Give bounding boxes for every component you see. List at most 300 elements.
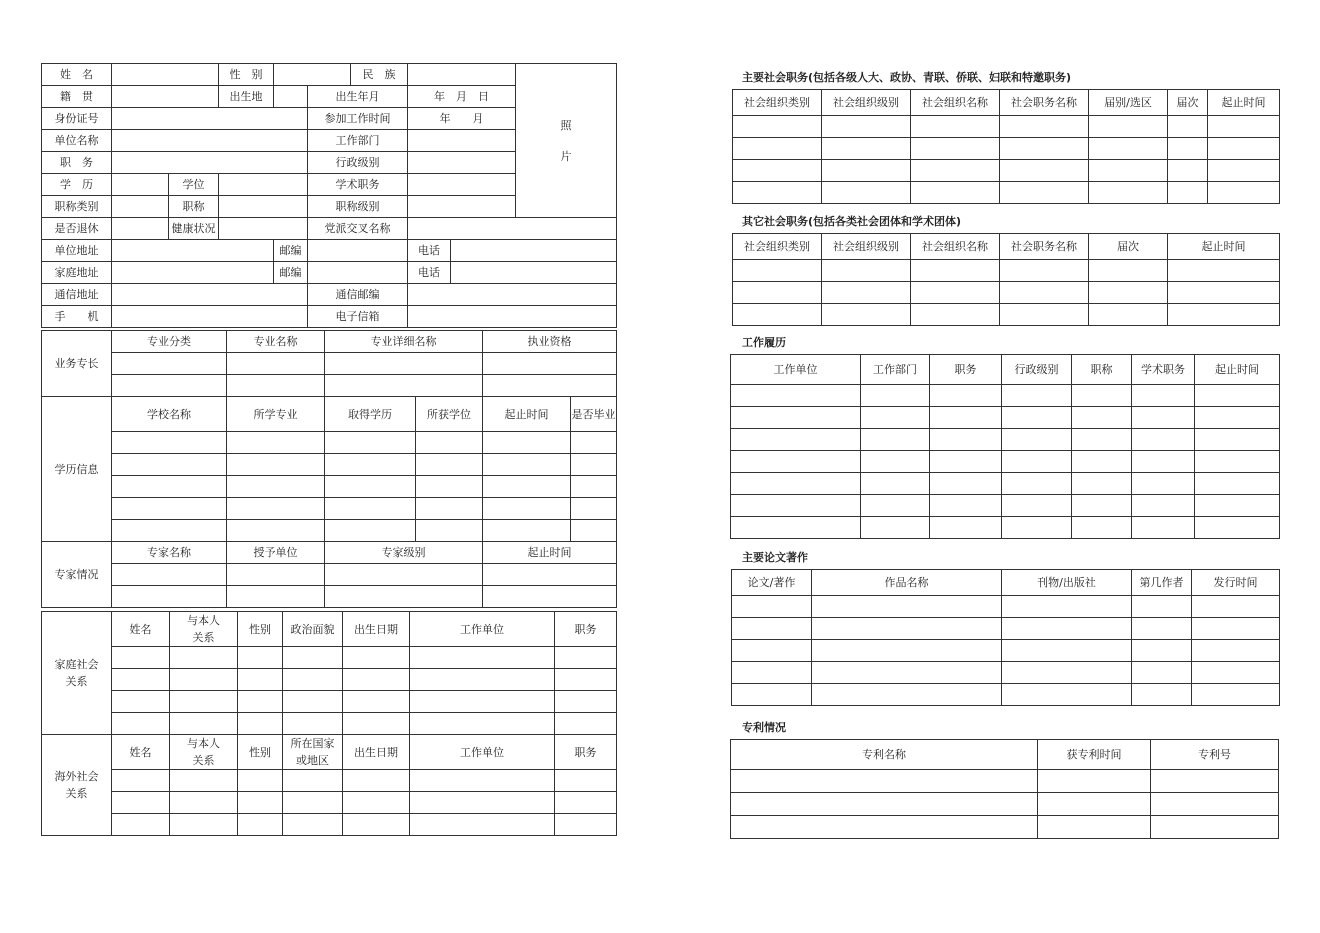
- cell[interactable]: [1132, 517, 1195, 539]
- native-place-field[interactable]: [112, 86, 219, 108]
- cell[interactable]: [555, 691, 617, 713]
- cell[interactable]: [731, 385, 861, 407]
- cell[interactable]: [1072, 451, 1132, 473]
- cell[interactable]: [325, 520, 416, 542]
- label-mobile: 手 机: [42, 306, 112, 328]
- cell[interactable]: [1208, 160, 1280, 182]
- cell[interactable]: [732, 662, 812, 684]
- papers-row: [732, 596, 1280, 618]
- cell[interactable]: [812, 684, 1002, 706]
- overseas-header: 所在国家或地区: [283, 735, 343, 770]
- cell[interactable]: [410, 647, 555, 669]
- cell[interactable]: [1002, 451, 1072, 473]
- admin-level-field[interactable]: [408, 152, 516, 174]
- cell[interactable]: [1132, 495, 1195, 517]
- cell[interactable]: [911, 260, 1000, 282]
- basic-info-table: [41, 63, 617, 328]
- cell[interactable]: [483, 375, 617, 397]
- cell[interactable]: [410, 792, 555, 814]
- edu-row: [42, 432, 617, 454]
- cell[interactable]: [1151, 793, 1279, 816]
- cell[interactable]: [283, 713, 343, 735]
- cell[interactable]: [325, 476, 416, 498]
- cell[interactable]: [483, 564, 617, 586]
- cell[interactable]: [238, 814, 283, 836]
- cell[interactable]: [1002, 618, 1132, 640]
- cell[interactable]: [325, 375, 483, 397]
- cell[interactable]: [227, 520, 325, 542]
- cell[interactable]: [238, 669, 283, 691]
- other-social-header: 起止时间: [1168, 234, 1280, 260]
- gender-field[interactable]: [274, 64, 351, 86]
- cell[interactable]: [731, 517, 861, 539]
- cell[interactable]: [733, 160, 822, 182]
- cell[interactable]: [1002, 407, 1072, 429]
- cell[interactable]: [170, 669, 238, 691]
- cell[interactable]: [812, 640, 1002, 662]
- cell[interactable]: [112, 814, 170, 836]
- overseas-row: [42, 792, 617, 814]
- id-no-field[interactable]: [112, 108, 308, 130]
- cell[interactable]: [112, 792, 170, 814]
- cell[interactable]: [733, 282, 822, 304]
- cell[interactable]: [812, 596, 1002, 618]
- label-birth-date: 出生年月: [308, 86, 408, 108]
- other-social-header: 社会职务名称: [1000, 234, 1089, 260]
- cell[interactable]: [283, 770, 343, 792]
- cell[interactable]: [238, 792, 283, 814]
- cell[interactable]: [112, 454, 227, 476]
- cell[interactable]: [283, 647, 343, 669]
- department-field[interactable]: [408, 130, 516, 152]
- cell[interactable]: [238, 713, 283, 735]
- cell[interactable]: [732, 596, 812, 618]
- cell[interactable]: [1002, 495, 1072, 517]
- cell[interactable]: [1195, 451, 1280, 473]
- cell[interactable]: [343, 647, 410, 669]
- cell[interactable]: [1132, 473, 1195, 495]
- education-field[interactable]: [112, 174, 169, 196]
- home-zip-field[interactable]: [308, 262, 408, 284]
- cell[interactable]: [812, 618, 1002, 640]
- papers-row: [732, 640, 1280, 662]
- cell[interactable]: [227, 476, 325, 498]
- cell[interactable]: [733, 182, 822, 204]
- cell[interactable]: [733, 138, 822, 160]
- cell[interactable]: [861, 473, 930, 495]
- cell[interactable]: [112, 647, 170, 669]
- cell[interactable]: [325, 454, 416, 476]
- cell[interactable]: [170, 792, 238, 814]
- cell[interactable]: [416, 432, 483, 454]
- cell[interactable]: [555, 713, 617, 735]
- cell[interactable]: [1208, 116, 1280, 138]
- cell[interactable]: [1168, 182, 1208, 204]
- cell[interactable]: [283, 814, 343, 836]
- cell[interactable]: [861, 385, 930, 407]
- cell[interactable]: [1002, 385, 1072, 407]
- cell[interactable]: [1089, 116, 1168, 138]
- cell[interactable]: [227, 375, 325, 397]
- cell[interactable]: [911, 282, 1000, 304]
- papers-header: 第几作者: [1132, 570, 1192, 596]
- cell[interactable]: [1192, 618, 1280, 640]
- cell[interactable]: [227, 498, 325, 520]
- cell[interactable]: [731, 770, 1038, 793]
- cell[interactable]: [571, 476, 617, 498]
- cell[interactable]: [1132, 385, 1195, 407]
- cell[interactable]: [1151, 816, 1279, 839]
- cell[interactable]: [861, 451, 930, 473]
- cell[interactable]: [238, 691, 283, 713]
- cell[interactable]: [1132, 407, 1195, 429]
- expert-row: [42, 586, 617, 608]
- overseas-header: 与本人关系: [170, 735, 238, 770]
- expert-header: 专家名称: [112, 542, 227, 564]
- cell[interactable]: [861, 495, 930, 517]
- unit-address-field[interactable]: [112, 240, 274, 262]
- cell[interactable]: [1072, 495, 1132, 517]
- cell[interactable]: [822, 138, 911, 160]
- cell[interactable]: [911, 304, 1000, 326]
- health-field[interactable]: [219, 218, 308, 240]
- cell[interactable]: [732, 684, 812, 706]
- cell[interactable]: [555, 669, 617, 691]
- cell[interactable]: [1168, 282, 1280, 304]
- cell[interactable]: [1089, 160, 1168, 182]
- cell[interactable]: [1195, 429, 1280, 451]
- cell[interactable]: [112, 713, 170, 735]
- cell[interactable]: [822, 260, 911, 282]
- cell[interactable]: [112, 770, 170, 792]
- title-field[interactable]: [219, 196, 308, 218]
- label-name: 姓 名: [42, 64, 112, 86]
- cell[interactable]: [1038, 793, 1151, 816]
- cell[interactable]: [571, 520, 617, 542]
- cell[interactable]: [732, 618, 812, 640]
- cell[interactable]: [733, 260, 822, 282]
- cell[interactable]: [483, 454, 571, 476]
- cell[interactable]: [812, 662, 1002, 684]
- cell[interactable]: [112, 476, 227, 498]
- cell[interactable]: [325, 586, 483, 608]
- cell[interactable]: [325, 498, 416, 520]
- label-retired: 是否退休: [42, 218, 112, 240]
- cell[interactable]: [1089, 304, 1168, 326]
- cell[interactable]: [1192, 662, 1280, 684]
- main-social-table: [732, 89, 1280, 204]
- cell[interactable]: [1002, 662, 1132, 684]
- cell[interactable]: [343, 814, 410, 836]
- cell[interactable]: [1195, 517, 1280, 539]
- cell[interactable]: [571, 498, 617, 520]
- cell[interactable]: [410, 669, 555, 691]
- cell[interactable]: [483, 432, 571, 454]
- cell[interactable]: [861, 407, 930, 429]
- cell[interactable]: [1072, 429, 1132, 451]
- cell[interactable]: [1132, 596, 1192, 618]
- birth-date-field[interactable]: 年 月 日: [408, 86, 516, 108]
- cell[interactable]: [555, 814, 617, 836]
- cell[interactable]: [1168, 304, 1280, 326]
- cell[interactable]: [930, 473, 1002, 495]
- cell[interactable]: [911, 182, 1000, 204]
- overseas-header: 性别: [238, 735, 283, 770]
- cell[interactable]: [1002, 596, 1132, 618]
- cell[interactable]: [483, 586, 617, 608]
- label-mail-zip: 通信邮编: [308, 284, 408, 306]
- cell[interactable]: [410, 713, 555, 735]
- work-start-field[interactable]: 年 月: [408, 108, 516, 130]
- unit-name-field[interactable]: [112, 130, 308, 152]
- cell[interactable]: [1192, 596, 1280, 618]
- cell[interactable]: [343, 713, 410, 735]
- cell[interactable]: [1192, 684, 1280, 706]
- cell[interactable]: [555, 647, 617, 669]
- cell[interactable]: [555, 792, 617, 814]
- cell[interactable]: [731, 816, 1038, 839]
- cell[interactable]: [930, 451, 1002, 473]
- patents-table: [730, 739, 1279, 839]
- cell[interactable]: [1208, 182, 1280, 204]
- cell[interactable]: [343, 691, 410, 713]
- work-header: 工作部门: [861, 355, 930, 385]
- degree-field[interactable]: [219, 174, 308, 196]
- cell[interactable]: [571, 432, 617, 454]
- edu-label: 学历信息: [42, 397, 112, 542]
- cell[interactable]: [1192, 640, 1280, 662]
- cell[interactable]: [1000, 282, 1089, 304]
- cell[interactable]: [1132, 451, 1195, 473]
- cell[interactable]: [416, 498, 483, 520]
- cell[interactable]: [731, 429, 861, 451]
- cell[interactable]: [822, 304, 911, 326]
- cell[interactable]: [238, 647, 283, 669]
- specialty-header: 专业名称: [227, 331, 325, 353]
- cell[interactable]: [1072, 385, 1132, 407]
- family-row: [42, 669, 617, 691]
- cell[interactable]: [1000, 260, 1089, 282]
- cell[interactable]: [1000, 182, 1089, 204]
- cell[interactable]: [112, 498, 227, 520]
- cell[interactable]: [731, 407, 861, 429]
- cell[interactable]: [1000, 160, 1089, 182]
- cell[interactable]: [1002, 684, 1132, 706]
- label-party: 党派交叉名称: [308, 218, 408, 240]
- name-field[interactable]: [112, 64, 219, 86]
- cell[interactable]: [170, 713, 238, 735]
- cell[interactable]: [930, 517, 1002, 539]
- cell[interactable]: [1168, 260, 1280, 282]
- cell[interactable]: [911, 138, 1000, 160]
- email-field[interactable]: [408, 306, 617, 328]
- cell[interactable]: [283, 691, 343, 713]
- birthplace-field[interactable]: [274, 86, 308, 108]
- cell[interactable]: [227, 586, 325, 608]
- work-header: 起止时间: [1195, 355, 1280, 385]
- cell[interactable]: [170, 814, 238, 836]
- cell[interactable]: [733, 116, 822, 138]
- expert-label: 专家情况: [42, 542, 112, 608]
- cell[interactable]: [1000, 304, 1089, 326]
- family-header: 与本人关系: [170, 612, 238, 647]
- cell[interactable]: [1195, 495, 1280, 517]
- cell[interactable]: [1002, 473, 1072, 495]
- mail-zip-field[interactable]: [408, 284, 617, 306]
- cell[interactable]: [1208, 138, 1280, 160]
- cell[interactable]: [227, 432, 325, 454]
- cell[interactable]: [1151, 770, 1279, 793]
- cell[interactable]: [238, 770, 283, 792]
- cell[interactable]: [1038, 770, 1151, 793]
- academic-post-field[interactable]: [408, 174, 516, 196]
- cell[interactable]: [930, 385, 1002, 407]
- edu-row: [42, 454, 617, 476]
- cell[interactable]: [930, 495, 1002, 517]
- cell[interactable]: [1168, 160, 1208, 182]
- cell[interactable]: [822, 282, 911, 304]
- papers-row: [732, 618, 1280, 640]
- cell[interactable]: [170, 770, 238, 792]
- cell[interactable]: [1002, 429, 1072, 451]
- cell[interactable]: [1038, 816, 1151, 839]
- cell[interactable]: [227, 454, 325, 476]
- cell[interactable]: [861, 517, 930, 539]
- cell[interactable]: [343, 669, 410, 691]
- title-category-field[interactable]: [112, 196, 169, 218]
- cell[interactable]: [343, 770, 410, 792]
- photo-box[interactable]: [516, 64, 617, 218]
- specialty-row: [42, 353, 617, 375]
- cell[interactable]: [1089, 138, 1168, 160]
- cell[interactable]: [555, 770, 617, 792]
- cell[interactable]: [1072, 473, 1132, 495]
- cell[interactable]: [1089, 260, 1168, 282]
- cell[interactable]: [416, 520, 483, 542]
- position-field[interactable]: [112, 152, 308, 174]
- cell[interactable]: [861, 429, 930, 451]
- cell[interactable]: [731, 473, 861, 495]
- edu-header: 学校名称: [112, 397, 227, 432]
- cell[interactable]: [325, 564, 483, 586]
- cell[interactable]: [1002, 517, 1072, 539]
- patents-header: 专利号: [1151, 740, 1279, 770]
- cell[interactable]: [410, 814, 555, 836]
- specialty-row: [42, 375, 617, 397]
- cell[interactable]: [1002, 640, 1132, 662]
- cell[interactable]: [325, 353, 483, 375]
- other-social-header: 届次: [1089, 234, 1168, 260]
- cell[interactable]: [483, 520, 571, 542]
- cell[interactable]: [416, 476, 483, 498]
- cell[interactable]: [733, 304, 822, 326]
- cell[interactable]: [1195, 385, 1280, 407]
- cell[interactable]: [731, 451, 861, 473]
- cell[interactable]: [416, 454, 483, 476]
- cell[interactable]: [112, 586, 227, 608]
- work-header: 职务: [930, 355, 1002, 385]
- cell[interactable]: [822, 160, 911, 182]
- cell[interactable]: [1195, 407, 1280, 429]
- party-field[interactable]: [408, 218, 617, 240]
- cell[interactable]: [1072, 517, 1132, 539]
- cell[interactable]: [1168, 138, 1208, 160]
- cell[interactable]: [1072, 407, 1132, 429]
- cell[interactable]: [930, 429, 1002, 451]
- cell[interactable]: [112, 669, 170, 691]
- cell[interactable]: [483, 476, 571, 498]
- cell[interactable]: [1132, 640, 1192, 662]
- photo-label-bottom: 片: [560, 149, 572, 163]
- cell[interactable]: [930, 407, 1002, 429]
- cell[interactable]: [483, 353, 617, 375]
- main-social-header: 届次: [1168, 90, 1208, 116]
- cell[interactable]: [112, 520, 227, 542]
- work-row: [731, 451, 1280, 473]
- cell[interactable]: [112, 691, 170, 713]
- cell[interactable]: [283, 669, 343, 691]
- cell[interactable]: [1000, 116, 1089, 138]
- cell[interactable]: [112, 375, 227, 397]
- home-address-field[interactable]: [112, 262, 274, 284]
- cell[interactable]: [227, 564, 325, 586]
- cell[interactable]: [911, 160, 1000, 182]
- cell[interactable]: [1132, 429, 1195, 451]
- cell[interactable]: [732, 640, 812, 662]
- cell[interactable]: [731, 495, 861, 517]
- cell[interactable]: [822, 116, 911, 138]
- cell[interactable]: [1089, 182, 1168, 204]
- edu-row: [42, 476, 617, 498]
- cell[interactable]: [1195, 473, 1280, 495]
- cell[interactable]: [483, 498, 571, 520]
- ethnicity-field[interactable]: [408, 64, 516, 86]
- cell[interactable]: [283, 792, 343, 814]
- label-native-place: 籍 贯: [42, 86, 112, 108]
- cell[interactable]: [227, 353, 325, 375]
- cell[interactable]: [731, 793, 1038, 816]
- cell[interactable]: [911, 116, 1000, 138]
- cell[interactable]: [1168, 116, 1208, 138]
- cell[interactable]: [112, 353, 227, 375]
- cell[interactable]: [1089, 282, 1168, 304]
- cell[interactable]: [1000, 138, 1089, 160]
- cell[interactable]: [1132, 618, 1192, 640]
- expert-header: 授予单位: [227, 542, 325, 564]
- mobile-field[interactable]: [112, 306, 308, 328]
- cell[interactable]: [170, 647, 238, 669]
- unit-phone-field[interactable]: [451, 240, 617, 262]
- cell[interactable]: [822, 182, 911, 204]
- title-level-field[interactable]: [408, 196, 516, 218]
- cell[interactable]: [1132, 662, 1192, 684]
- cell[interactable]: [112, 564, 227, 586]
- cell[interactable]: [170, 691, 238, 713]
- cell[interactable]: [571, 454, 617, 476]
- papers-header: 作品名称: [812, 570, 1002, 596]
- cell[interactable]: [343, 792, 410, 814]
- mail-address-field[interactable]: [112, 284, 308, 306]
- cell[interactable]: [1132, 684, 1192, 706]
- retired-field[interactable]: [112, 218, 169, 240]
- unit-zip-field[interactable]: [308, 240, 408, 262]
- cell[interactable]: [325, 432, 416, 454]
- cell[interactable]: [112, 432, 227, 454]
- home-phone-field[interactable]: [451, 262, 617, 284]
- work-row: [731, 473, 1280, 495]
- cell[interactable]: [410, 770, 555, 792]
- cell[interactable]: [410, 691, 555, 713]
